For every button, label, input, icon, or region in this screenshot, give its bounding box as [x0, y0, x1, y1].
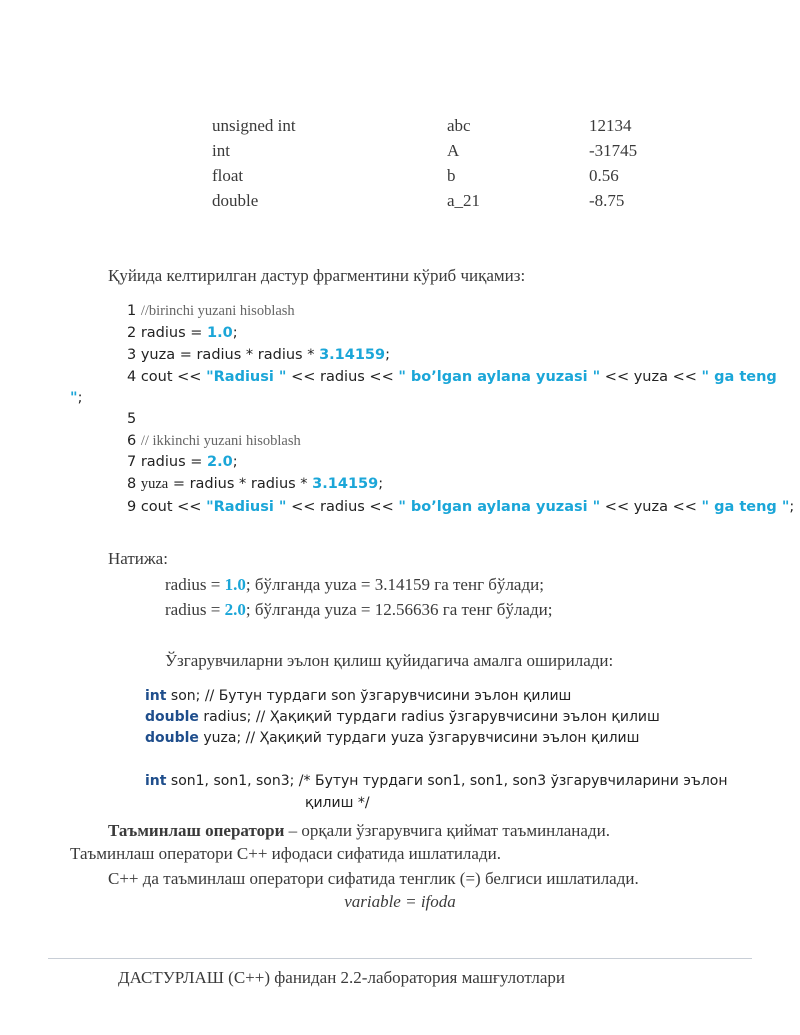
code-text: ; [232, 454, 238, 470]
type-cell: double [212, 191, 259, 210]
code-text: ; [378, 476, 384, 492]
code-line-2 [127, 325, 238, 341]
value-cell: -8.75 [589, 191, 625, 210]
term-bold: Таъминлаш оператори [108, 821, 285, 840]
declaration-line [145, 773, 727, 789]
string-literal: " [70, 390, 78, 406]
result-value: 2.0 [224, 600, 246, 619]
string-literal: " bo’lgan aylana yuzasi " [398, 499, 601, 515]
result-value: 1.0 [224, 575, 246, 594]
value-cell: -31745 [589, 141, 638, 160]
code-line-1 [127, 303, 295, 320]
code-text: ; [385, 347, 390, 363]
string-literal: " bo’lgan aylana yuzasi " [398, 369, 601, 385]
keyword: double [145, 709, 199, 725]
assign-line-2: Таъминлаш оператори С++ ифодаси сифатида ишлатилади. [70, 844, 501, 863]
result-line-2 [165, 600, 552, 620]
result-text: radius = [165, 600, 225, 619]
result-text: ; бўлганда yuza = 12.56636 га тенг бўлади; [245, 600, 553, 619]
numeric-literal: 1.0 [207, 325, 233, 341]
code-text: = radius * radius * [168, 476, 313, 492]
type-cell: unsigned int [212, 116, 296, 135]
numeric-literal: 3.14159 [312, 476, 379, 492]
code-text: ; [232, 325, 238, 341]
code-text: 7 radius = [127, 454, 208, 470]
name-cell: A [447, 141, 460, 160]
declaration-line [145, 688, 571, 704]
line-number: 6 [127, 433, 141, 449]
code-text: 8 [127, 476, 141, 492]
code-comment: // ikkinchi yuzani hisoblash [140, 433, 301, 449]
declaration-text: yuza; // Ҳақиқий турдаги yuza ўзгарувчисини эълон қилиш [198, 730, 640, 746]
result-label: Натижа: [108, 549, 168, 568]
formula: variable = ifoda [344, 892, 456, 911]
string-literal: " ga teng " [701, 499, 790, 515]
name-cell: b [447, 166, 456, 185]
numeric-literal: 2.0 [207, 454, 233, 470]
code-text: << yuza << [600, 499, 702, 515]
code-line-8 [127, 476, 383, 493]
name-cell: a_21 [447, 191, 481, 210]
code-text: ; [77, 390, 83, 406]
footer-divider [48, 958, 752, 959]
type-cell: int [212, 141, 230, 160]
assign-paragraph-2: С++ да таъминлаш оператори сифатида тенглик (=) белгиси ишлатилади. [108, 869, 639, 888]
keyword: int [145, 773, 167, 789]
code-text: 3 yuza = radius * radius * [127, 347, 320, 363]
string-literal: "Radiusi " [206, 369, 287, 385]
result-text: radius = [165, 575, 225, 594]
page-footer: ДАСТУРЛАШ (С++) фанидан 2.2-лаборатория машғулотлари [118, 968, 566, 987]
code-line-4 [127, 369, 777, 385]
line-number: 1 [127, 303, 137, 319]
declare-intro: Ўзгарувчиларни эълон қилиш қуйидагича амалга оширилади: [165, 651, 614, 670]
numeric-literal: 3.14159 [319, 347, 386, 363]
code-line-7 [127, 454, 238, 470]
value-cell: 0.56 [589, 166, 619, 185]
code-line-3 [127, 347, 390, 363]
code-comment: //birinchi yuzani hisoblash [140, 303, 295, 319]
code-line-5: 5 [127, 411, 137, 427]
declaration-line [145, 709, 660, 725]
code-text: 2 radius = [127, 325, 208, 341]
type-cell: float [212, 166, 244, 185]
keyword: double [145, 730, 199, 746]
code-text: 9 cout << [127, 499, 207, 515]
name-cell: abc [447, 116, 471, 135]
declaration-continuation: қилиш */ [305, 795, 370, 811]
code-text: << radius << [286, 369, 399, 385]
declaration-text: son; // Бутун турдаги son ўзгарувчисини эълон қилиш [166, 688, 572, 704]
declaration-text: radius; // Ҳақиқий турдаги radius ўзгарувчисини эълон қилиш [198, 709, 660, 725]
code-line-9 [127, 499, 794, 515]
intro-paragraph: Қуйида келтирилган дастур фрагментини кўриб чиқамиз: [108, 266, 526, 285]
declaration-line [145, 730, 639, 746]
code-line-4-wrap [70, 390, 82, 406]
result-line-1 [165, 575, 544, 595]
string-literal: " ga teng [701, 369, 777, 385]
value-cell: 12134 [589, 116, 632, 135]
code-text: << yuza << [600, 369, 702, 385]
assign-paragraph [70, 818, 756, 844]
string-literal: "Radiusi " [206, 499, 287, 515]
code-text: yuza [140, 476, 169, 492]
code-text: 4 cout << [127, 369, 207, 385]
code-text: ; [789, 499, 795, 515]
keyword: int [145, 688, 167, 704]
assign-text: – орқали ўзгарувчига қиймат таъминланади. [284, 821, 610, 840]
result-text: ; бўлганда yuza = 3.14159 га тенг бўлади; [245, 575, 544, 594]
code-text: << radius << [286, 499, 399, 515]
code-line-6 [127, 433, 301, 450]
declaration-text: son1, son1, son3; /* Бутун турдаги son1, son1, son3 ўзгарувчиларини эълон [166, 773, 728, 789]
